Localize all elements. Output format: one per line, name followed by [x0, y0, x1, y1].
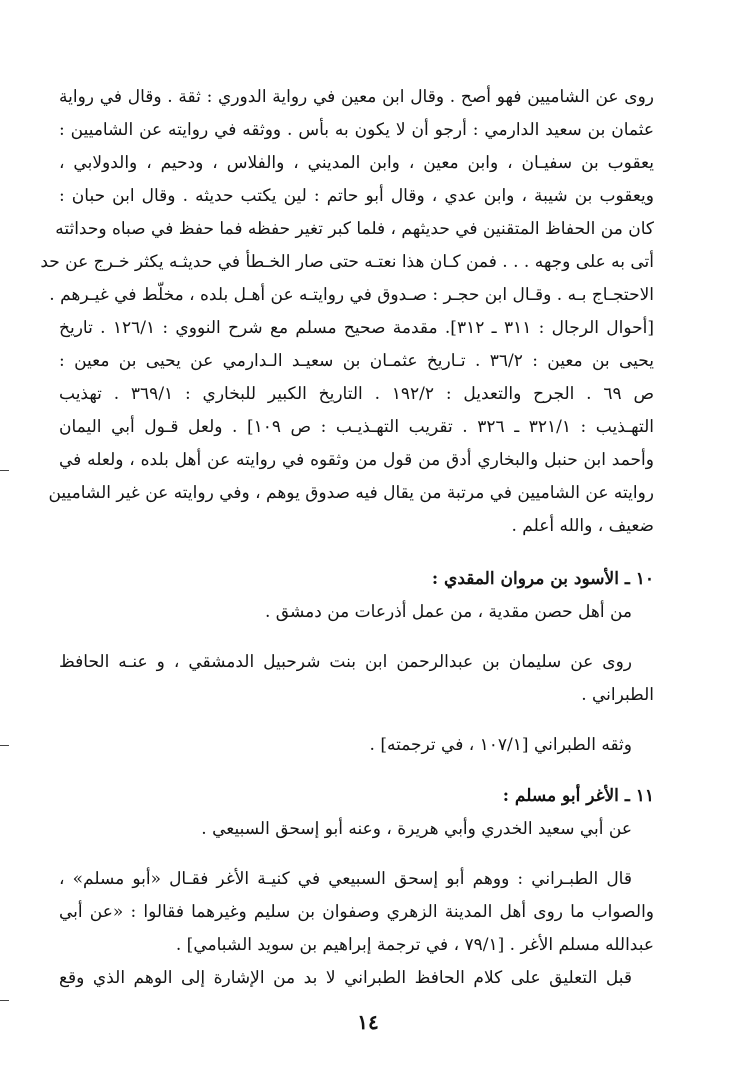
- margin-mark: [0, 1000, 9, 1001]
- text-line: روى عن سليمان بن عبدالرحمن ابن بنت شرحبيل الدمشقي ، و عنـه الحافظ: [59, 652, 632, 672]
- text-line: الطبراني .: [581, 685, 654, 705]
- text-line: ويعقوب بن شيبة ، وابن عدي ، وقال أبو حاتم : لين يكتب حديثه . وقال ابن حبان :: [59, 186, 654, 206]
- text-line: روايته عن الشاميين في مرتبة من يقال فيه صدوق يوهم ، وفي روايته عن غير الشاميين: [48, 483, 654, 503]
- text-line: وأحمد ابن حنبل والبخاري أدق من قول من وثقوه في روايته عن أهل بلده ، ولعله في: [59, 450, 654, 470]
- text-line: عثمان بن سعيد الدارمي : أرجو أن لا يكون به بأس . ووثقه في روايته عن الشاميين :: [59, 120, 654, 140]
- text-line: عبدالله مسلم الأغر . [٧٩/١ ، في ترجمة إبراهيم بن سويد الشبامي] .: [175, 935, 654, 955]
- text-line: التهـذيب : ٣٢١/١ ـ ٣٢٦ . تقريب التهـذيـب : ص ١٠٩] . ولعل قـول أبي اليمان: [59, 417, 654, 437]
- text-line: ص ٦٩ . الجرح والتعديل : ١٩٢/٢ . التاريخ الكبير للبخاري : ٣٦٩/١ . تهذيب: [59, 384, 654, 404]
- entry-heading: ١١ ـ الأغر أبو مسلم :: [502, 786, 654, 806]
- margin-mark: [0, 745, 9, 746]
- text-line: ضعيف ، والله أعلم .: [511, 516, 654, 536]
- text-line: والصواب ما روى أهل المدينة الزهري وصفوان بن سليم وغيرهما فقالوا : «عن أبي: [59, 902, 654, 922]
- text-line: روى عن الشاميين فهو أصح . وقال ابن معين في رواية الدوري : ثقة . وقال في رواية: [59, 87, 654, 107]
- text-line: قال الطبـراني : ووهم أبو إسحق السبيعي في كنيـة الأغر فقـال «أبو مسلم» ،: [59, 869, 632, 889]
- margin-mark: [0, 470, 9, 471]
- entry-heading: ١٠ ـ الأسود بن مروان المقدي :: [431, 569, 654, 589]
- text-line: [أحوال الرجال : ٣١١ ـ ٣١٢]. مقدمة صحيح مسلم مع شرح النووي : ١٢٦/١ . تاريخ: [59, 318, 655, 338]
- text-line: قبل التعليق على كلام الحافظ الطبراني لا بد من الإشارة إلى الوهم الذي وقع: [59, 968, 632, 988]
- text-line: يحيى بن معين : ٣٦/٢ . تـاريخ عثمـان بن سعيـد الـدارمي عن يحيى بن معين :: [59, 351, 654, 371]
- text-line: عن أبي سعيد الخدري وأبي هريرة ، وعنه أبو إسحق السبيعي .: [201, 819, 632, 839]
- text-line: الاحتجـاج بـه . وقـال ابن حجـر : صـدوق في روايتـه عن أهـل بلده ، مخلّط في غيـرهم .: [49, 285, 654, 305]
- text-line: وثقه الطبراني [١٠٧/١ ، في ترجمته] .: [369, 735, 632, 755]
- page-number: ١٤: [357, 1010, 379, 1034]
- text-line: يعقوب بن سفيـان ، وابن معين ، وابن المديني ، والفلاس ، ودحيم ، والدولابي ،: [59, 153, 654, 173]
- text-line: كان من الحفاظ المتقنين في حديثهم ، فلما كبر تغير حفظه فما حفظ في صباه وحداثته: [55, 219, 654, 239]
- text-line: من أهل حصن مقدية ، من عمل أذرعات من دمشق .: [265, 602, 632, 622]
- text-line: أتى به على وجهه . . . فمن كـان هذا نعتـه حتى صار الخـطأ في حديثـه يكثر خـرج عن حد: [40, 252, 654, 272]
